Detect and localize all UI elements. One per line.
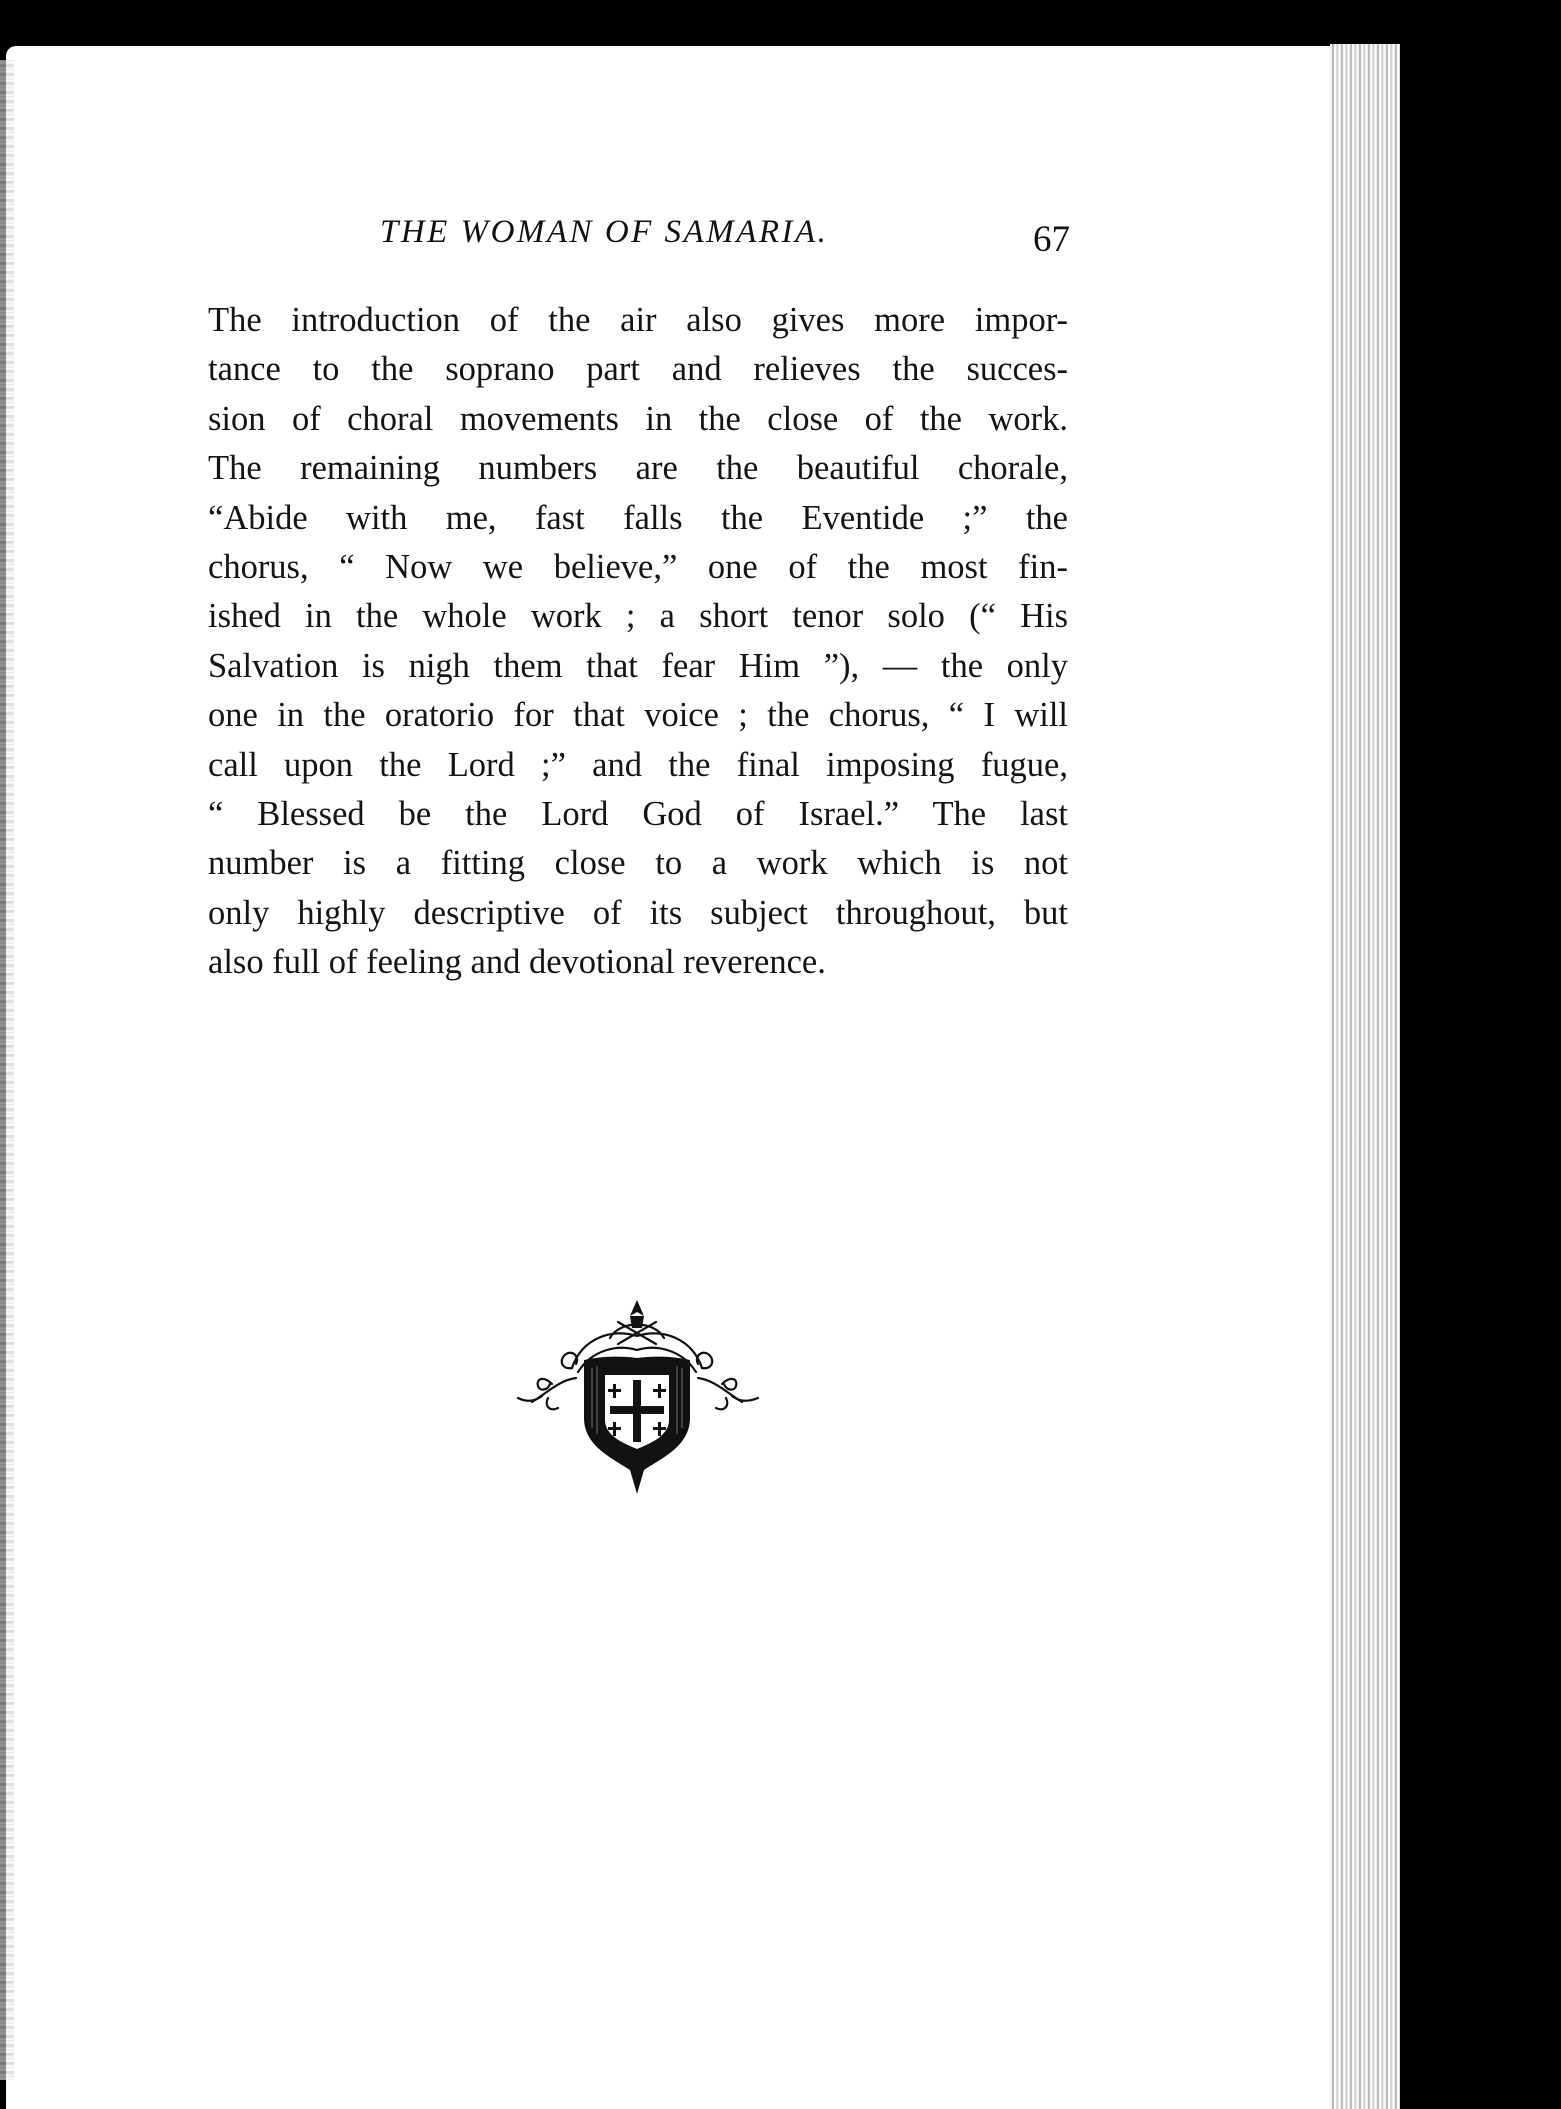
heraldic-shield-ornament-icon: [512, 1298, 762, 1494]
text-line: number is a fitting close to a work which is not: [208, 844, 1068, 883]
text-line: only highly descriptive of its subject throughout, but: [208, 893, 1068, 932]
text-line: tance to the soprano part and relieves the succes-: [208, 350, 1068, 389]
text-line: Salvation is nigh them that fear Him ”), — the only: [208, 646, 1068, 685]
text-line: also full of feeling and devotional reverence.: [208, 943, 826, 982]
scan-background: [1400, 40, 1561, 2109]
text-line: ished in the whole work ; a short tenor solo (“ His: [208, 597, 1068, 636]
running-title: THE WOMAN OF SAMARIA.: [380, 214, 829, 250]
text-line: one in the oratorio for that voice ; the chorus, “ I will: [208, 696, 1068, 735]
page-number: 67: [1033, 219, 1070, 260]
body-paragraph: [208, 296, 1068, 987]
running-header: [208, 214, 1078, 270]
text-line: sion of choral movements in the close of the work.: [208, 399, 1068, 438]
text-line: “ Blessed be the Lord God of Israel.” The last: [208, 794, 1068, 833]
text-line: chorus, “ Now we believe,” one of the most fin-: [208, 547, 1068, 586]
page-left-edge: [0, 60, 14, 2080]
text-line: call upon the Lord ;” and the final imposing fugue,: [208, 745, 1068, 784]
text-line: The introduction of the air also gives more impor-: [208, 301, 1068, 339]
text-line: The remaining numbers are the beautiful chorale,: [208, 449, 1068, 488]
text-line: “Abide with me, fast falls the Eventide ;” the: [208, 498, 1068, 537]
